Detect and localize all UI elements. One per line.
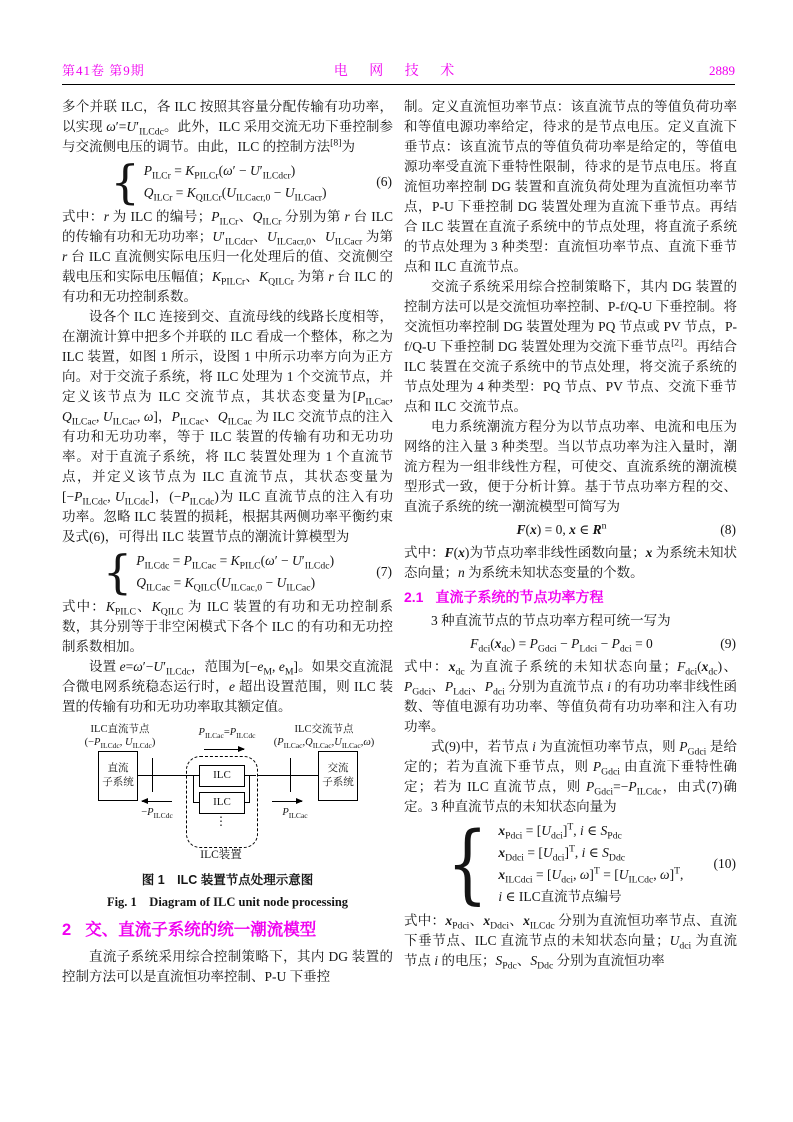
equation-7 <box>62 547 393 597</box>
equation-line: $P_{ILCr} = K_{PILCr}(\omega' - U'_{ILCdcr})$ <box>143 163 296 182</box>
equation-10 <box>404 814 737 914</box>
figure-1 <box>62 723 393 912</box>
ac-subsystem-label: 交流 <box>327 763 349 774</box>
paragraph: 直流子系统采用综合控制策略下，其内 DG 装置的控制方法可以是直流恒功率控制、P-U 下垂控 <box>62 949 393 984</box>
paragraph: 式中：$x_{Pdci}$、$x_{Ddci}$、$x_{ILCdc}$ 分别为直流恒功率节点、直流下垂节点、ILC 直流节点的未知状态向量；$U_{dci}$ 为直流节点 i 的电压；$S_{Pdc}$、$S_{Ddc}$ 分别为直流恒功率 <box>404 913 738 972</box>
equation-line: $F_{dci}(x_{dc}) = P_{Gdci} - P_{Ldci} - P_{dci} = 0$ <box>470 636 653 655</box>
paragraph: 交流子系统采用综合控制策略下，其内 DG 装置的控制方法可以是交流恒功率控制、P-f/Q-U 下垂控制。将交流恒功率控制 DG 装置处理为 PQ 节点或 PV 节点，P-f/Q-U 下垂控制 DG 装置处理为交流下垂节点[2]。再结合 ILC 装置在交流子系统中的节点处理，将交流子系统的节点处理为 4 种类型：PQ 节点、PV 节点、交流下垂节点和 ILC 交流节点。 <box>404 279 738 414</box>
equation-line: $x_{Pdci} = [U_{dci}]^T$, i ∈ $S_{Pdc}$ <box>498 821 622 842</box>
dc-subsystem-label: 直流 <box>107 763 129 774</box>
paragraph: 制。定义直流恒功率节点：该直流节点的等值负荷功率和等值电源功率给定，待求的是节点电压。定义直流下垂节点：该直流节点的等值负荷功率是给定的，等值电源功率受直流下垂特性限制，待求的是节点电压。将直流恒功率控制 DG 装置和直流负荷处理为直流恒功率节点，P-U 下垂控制 DG 装置处理为直流下垂节点。再结合 ILC 装置在直流子系统中的节点处理，将直流子系统的节点处理为 3 种类型：直流恒功率节点、直流下垂节点和 ILC 直流节点。 <box>404 99 737 274</box>
ilc-box-2: ILC <box>199 792 245 814</box>
ac-power-arrow <box>272 801 302 802</box>
ac-node-vars: $(P_{ILCac},Q_{ILCac},U_{ILCac},\omega)$ <box>273 737 375 751</box>
paragraph: 设各个 ILC 连接到交、直流母线的线路长度相等，在潮流计算中把多个并联的 ILC 看成一个整体，称之为 ILC 装置，如图 1 所示，设图 1 中所示功率方向为正方向。对于交流子系统，将 ILC 处理为 1 个交流节点，并定义该节点为 ILC 交流节点，其状态变量为[$P_{ILCac}$, $Q_{ILCac}$, $U_{ILCac}$, ω]，$P_{ILCac}$、$Q_{ILCac}$ 为 ILC 交流节点的注入有功和无功功率，等于 ILC 装置的传输有功和无功功率。对于直流子系统，将 ILC 装置处理为 1 个直流节点，并定义该节点为 ILC 直流节点，其状态变量为[$-P_{ILCdc}$, $U_{ILCdc}$]，$(-P_{ILCdc})$为 ILC 直流节点的注入有功功率。忽略 ILC 装置的损耗，根据其两侧功率平衡约束及式(6)，可得出 ILC 装置节点的潮流计算模型为 <box>62 309 394 544</box>
dc-bus-tick <box>152 758 153 792</box>
ac-subsystem-box <box>318 751 358 801</box>
paragraph: 式中：$x_{dc}$ 为直流子系统的未知状态向量；$F_{dci}(x_{dc})$、$P_{Gdci}$、$P_{Ldci}$、$P_{dci}$ 分别为直流节点 i 的有功功率非线性函数、等值电源有功功率、等值负荷有功功率和注入有功功率。 <box>404 659 738 734</box>
dc-node-label <box>64 723 176 749</box>
equation-line: $Q_{ILCr} = K_{QILCr}(U_{ILCacr,0} - U_{ILCacr})$ <box>143 185 327 204</box>
section-heading-2 <box>62 920 393 940</box>
equation-line: $Q_{ILCac} = K_{QILC}(U_{ILCac,0} - U_{ILCac})$ <box>136 575 316 594</box>
equation-brace: { <box>446 814 488 914</box>
paragraph: 3 种直流节点的节点功率方程可统一写为 <box>431 613 671 628</box>
column-right <box>404 97 737 971</box>
figure-caption-en: Fig. 1 Diagram of ILC unit node processing <box>106 895 349 909</box>
equation-number: (8) <box>720 522 736 537</box>
dc-power-arrow <box>142 801 172 802</box>
equation-line: i ∈ ILC直流节点编号 <box>498 889 622 904</box>
page-number: 2889 <box>709 63 735 78</box>
equation-number: (7) <box>376 564 392 579</box>
equation-line: $x_{ILCdci} = [U_{dci}$, $\omega]^T = [U_{ILCdc}$, ω]$^T$, <box>498 865 684 886</box>
dc-power-arrow-label: $-P_{ILCdc}$ <box>141 807 173 821</box>
ilc-box-1: ILC <box>199 765 245 787</box>
ilc-parallel-rail <box>249 775 250 803</box>
header-rule <box>62 84 735 85</box>
ilc-parallel-rail <box>193 775 194 803</box>
ac-node-label <box>258 723 390 749</box>
figure-caption-zh: 图 1 ILC 装置节点处理示意图 <box>141 873 314 887</box>
column-left <box>62 97 393 987</box>
page-header <box>62 60 735 80</box>
equation-number: (6) <box>376 174 392 189</box>
section-heading-2-1 <box>404 587 737 607</box>
volume-issue: 第41卷 第9期 <box>62 63 145 78</box>
equation-brace: { <box>110 155 140 209</box>
ac-subsystem-label: 子系统 <box>322 777 354 788</box>
equation-8 <box>404 517 737 543</box>
paragraph: 多个并联 ILC，各 ILC 按照其容量分配传输有功功率，以实现 $\omega'=U'_{ILCdc}$。此外，ILC 采用交流无功下垂控制参与交流侧电压的调节。由此，ILC 的控制方法[8]为 <box>62 99 394 154</box>
journal-title: 电 网 技 术 <box>333 64 464 79</box>
dc-node-vars: ($-P_{ILCdc}$, $U_{ILCdc}$) <box>84 737 156 751</box>
paragraph: 设置 $e=\omega'-U'_{ILCdc}$，范围为[$-e_M$, $e_M$]。如果交直流混合微电网系统稳态运行时，e 超出设置范围，则 ILC 装置的传输有功和无功功率取其额定值。 <box>62 659 394 714</box>
equation-number: (10) <box>713 856 736 871</box>
power-transfer-label: $P_{ILCac}=P_{ILCdc}$ <box>198 727 256 741</box>
figure-1-diagram <box>62 723 393 865</box>
paragraph: 式中：r 为 ILC 的编号；$P_{ILCr}$、$Q_{ILCr}$ 分别为第 r 台 ILC 的传输有功和无功功率；$U'_{ILCdcr}$、$U_{ILCacr,0}$、$U_{ILCacr}$ 为第 r 台 ILC 直流侧实际电压归一化处理后的值、交流侧空载电压和实际电压幅值；$K_{PILCr}$、$K_{QILCr}$ 为第 r 台 ILC 的有功和无功控制系数。 <box>62 209 394 304</box>
dc-subsystem-box <box>98 751 138 801</box>
section-title: 直流子系统的节点功率方程 <box>435 589 604 605</box>
ac-power-arrow-label: $P_{ILCac}$ <box>282 807 308 821</box>
dc-node-title: ILC直流节点 <box>90 724 150 735</box>
paragraph: 式中：F(x)为节点功率非线性函数向量；x 为系统未知状态向量；n 为系统未知状态变量的个数。 <box>404 545 738 580</box>
equation-6 <box>62 157 393 207</box>
power-direction-arrow <box>204 749 244 750</box>
ac-node-title: ILC交流节点 <box>294 724 354 735</box>
section-number: 2 <box>62 921 72 939</box>
equation-brace: { <box>102 545 133 599</box>
section-title: 交、直流子系统的统一潮流模型 <box>85 921 317 939</box>
paragraph: 式(9)中，若节点 i 为直流恒功率节点，则 $P_{Gdci}$ 是给定的；若为直流下垂节点，则 $P_{Gdci}$ 由直流下垂特性确定；若为 ILC 直流节点，则 $P_{Gdci}=-P_{ILCdc}$，由式(7)确定。3 种直流节点的未知状态向量为 <box>404 739 738 814</box>
equation-line: F(x) = 0, x ∈ $R^n$ <box>516 520 607 537</box>
equation-number: (9) <box>720 636 736 651</box>
equation-9 <box>404 631 737 657</box>
paragraph: 式中：$K_{PILC}$、$K_{QILC}$ 为 ILC 装置的有功和无功控制系数，其分别等于非空闲模式下各个 ILC 的有功和无功控制系数相加。 <box>62 599 394 654</box>
equation-line: $x_{Ddci} = [U_{dci}]^T$, i ∈ $S_{Ddc}$ <box>498 843 626 864</box>
ellipsis-dots: ⋮ <box>215 814 227 828</box>
section-number: 2.1 <box>404 589 424 605</box>
dc-subsystem-label: 子系统 <box>102 777 134 788</box>
paragraph: 电力系统潮流方程分为以节点功率、电流和电压为网络的注入量 3 种类型。当以节点功率为注入量时，潮流方程为一组非线性方程，可使交、直流系统的潮流模型形式一致，便于分析计算。基于节点功率方程的交、直流子系统的统一潮流模型可简写为 <box>404 419 737 514</box>
ac-bus-tick <box>290 758 291 792</box>
equation-line: $P_{ILCdc} = P_{ILCac} = K_{PILC}(\omega' - U'_{ILCdc})$ <box>136 553 335 572</box>
ilc-unit-label: ILC装置 <box>200 849 242 861</box>
